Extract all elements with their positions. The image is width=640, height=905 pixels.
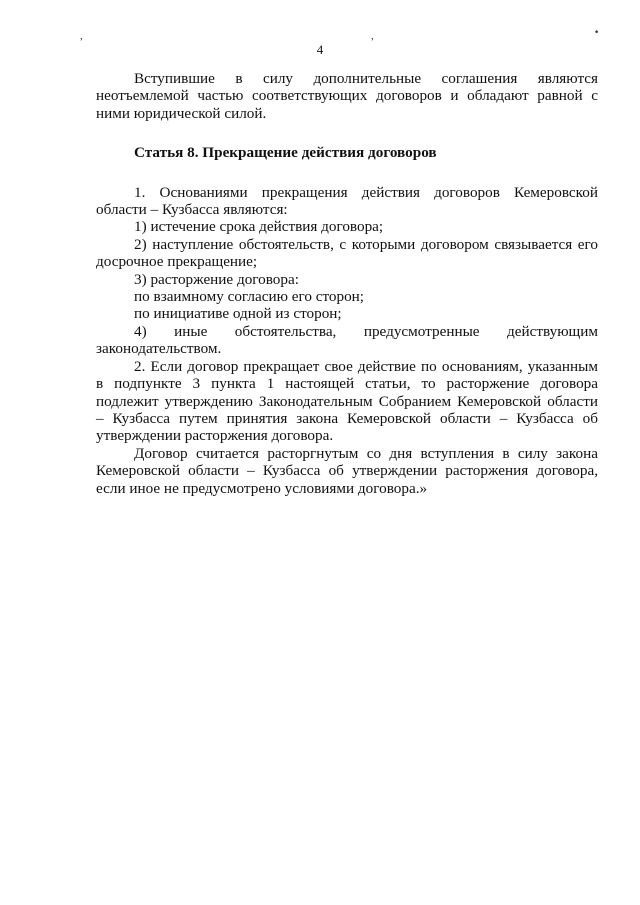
list-subitem: по инициативе одной из сторон; — [134, 305, 342, 323]
scan-mark: · — [594, 24, 600, 41]
intro-paragraph: Вступившие в силу дополнительные соглашения являются неотъемлемой частью соответствующих договоров и обладают равной с ними юридической силой. — [96, 70, 598, 122]
document-body — [96, 70, 598, 497]
scan-mark: , — [371, 30, 374, 42]
article-paragraph-3: Договор считается расторгнутым со дня вступления в силу закона Кемеровской области – Кузбасса об утверждении расторжения договора, если иное не предусмотрено условиями договора.» — [96, 444, 598, 497]
list-item: 2) наступление обстоятельств, с которыми договором связывается его досрочное прекращение; — [96, 235, 598, 271]
page-number: 4 — [316, 42, 324, 57]
article-paragraph-1: 1. Основаниями прекращения действия договоров Кемеровской области – Кузбасса являются: — [96, 183, 598, 219]
list-item: 1) истечение срока действия договора; — [134, 218, 384, 236]
list-item-continuation: законодательством. — [96, 340, 222, 358]
article-paragraph-2: 2. Если договор прекращает свое действие по основаниям, указанным в подпункте 3 пункта 1 настоящей статьи, то расторжение договора подлежит утверждению Законодательным Собранием Кемеровской области – Кузбасса путем принятия закона Кемеровской области – Кузбасса об утверждении расторжения договора. — [96, 357, 598, 445]
list-subitem: по взаимному согласию его сторон; — [134, 288, 365, 306]
list-item: 4) иные обстоятельства, предусмотренные действующим — [134, 322, 598, 340]
scan-mark: , — [80, 30, 83, 42]
list-item: 3) расторжение договора: — [134, 270, 299, 288]
article-heading: Статья 8. Прекращение действия договоров — [134, 144, 437, 162]
